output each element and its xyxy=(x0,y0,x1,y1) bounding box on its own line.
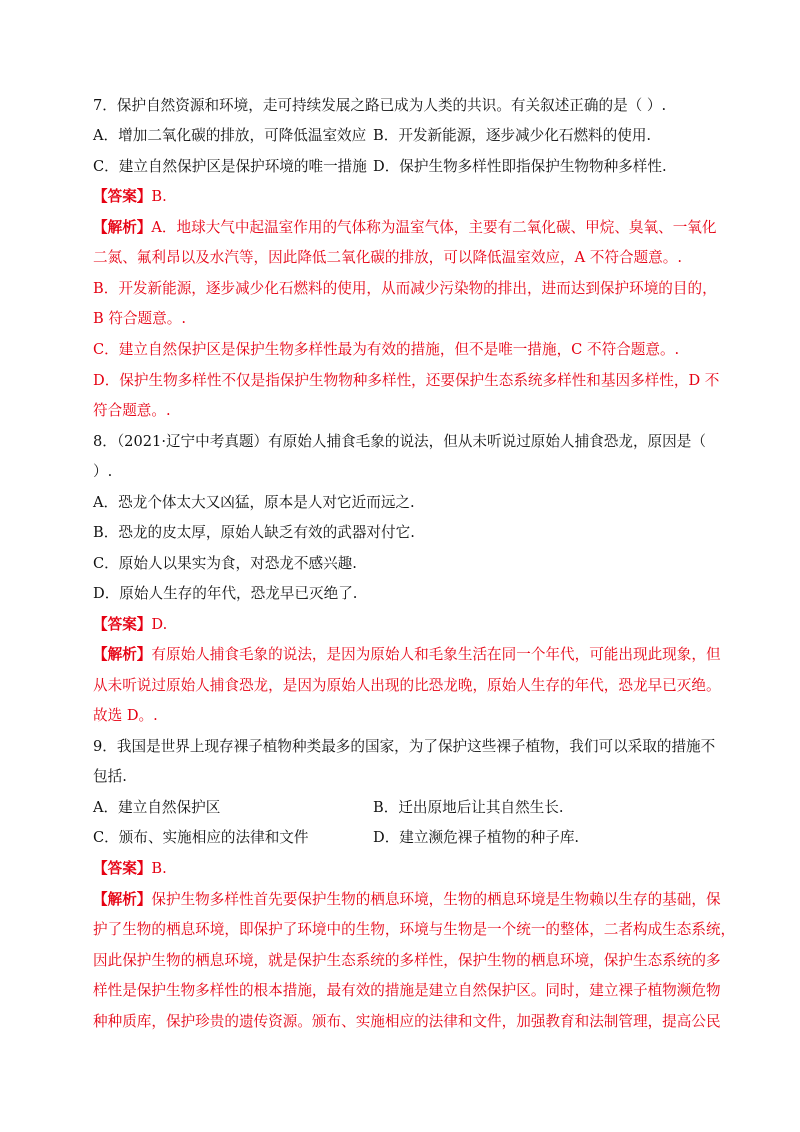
q7-options-row2 xyxy=(93,157,667,177)
q7-option-c: C．建立自然保护区是保护环境的唯一措施 xyxy=(93,158,367,175)
q7-analysis-line: B 符合题意。. xyxy=(93,310,186,327)
analysis-tag: 【解析】 xyxy=(93,891,152,908)
q8-option-b: B．恐龙的皮太厚，原始人缺乏有效的武器对付它. xyxy=(93,524,415,541)
q9-option-a: A．建立自然保护区 xyxy=(93,799,221,816)
q7-option-b: B．开发新能源，逐步减少化石燃料的使用. xyxy=(373,127,652,144)
q9-analysis-line: 【解析】保护生物多样性首先要保护生物的栖息环境，生物的栖息环境是生物赖以生存的基础，保 xyxy=(93,891,721,908)
answer-tag: 【答案】 xyxy=(93,188,152,205)
q7-answer xyxy=(93,187,167,207)
q9-analysis-line: 种种质库，保护珍贵的遗传资源。颁布、实施相应的法律和文件，加强教育和法制管理，提高公民 xyxy=(93,1013,721,1030)
q9-stem-cont: 包括. xyxy=(93,768,127,785)
answer-value: D. xyxy=(151,616,168,633)
q9-option-c: C．颁布、实施相应的法律和文件 xyxy=(93,829,309,846)
q8-answer xyxy=(93,615,167,635)
q7-analysis-line: C．建立自然保护区是保护生物多样性最为有效的措施，但不是唯一措施，C 不符合题意。. xyxy=(93,341,680,358)
answer-tag: 【答案】 xyxy=(93,616,152,633)
q9-stem: 9．我国是世界上现存裸子植物种类最多的国家，为了保护这些裸子植物，我们可以采取的措施不 xyxy=(93,738,716,755)
answer-value: B. xyxy=(151,188,167,205)
q9-analysis-line: 因此保护生物的栖息环境，就是保护生态系统的多样性，保护生物的栖息环境，保护生态系统的多 xyxy=(93,952,721,969)
answer-value: B. xyxy=(151,860,167,877)
q8-stem: 8．（2021·辽宁中考真题）有原始人捕食毛象的说法，但从未听说过原始人捕食恐龙，原因是（ xyxy=(93,433,706,450)
q7-analysis-line: B．开发新能源，逐步减少化石燃料的使用，从而减少污染物的排出，进而达到保护环境的目的， xyxy=(93,280,717,297)
analysis-tag: 【解析】 xyxy=(93,219,152,236)
q9-option-d: D．建立濒危裸子植物的种子库. xyxy=(373,829,580,846)
q7-analysis-line: 【解析】A．地球大气中起温室作用的气体称为温室气体，主要有二氧化碳、甲烷、臭氧、一氧化 xyxy=(93,219,717,236)
q9-options-row2 xyxy=(93,828,580,848)
q9-options-row1 xyxy=(93,798,564,818)
q7-option-a: A．增加二氧化碳的排放，可降低温室效应 xyxy=(93,127,367,144)
q9-answer xyxy=(93,859,167,879)
q7-options-row1 xyxy=(93,126,652,146)
q8-analysis-line: 从未听说过原始人捕食恐龙，是因为原始人出现的比恐龙晚，原始人生存的年代，恐龙早已灭绝。 xyxy=(93,677,721,694)
answer-tag: 【答案】 xyxy=(93,860,152,877)
q7-stem: 7．保护自然资源和环境，走可持续发展之路已成为人类的共识。有关叙述正确的是（ ）. xyxy=(93,97,667,114)
q8-analysis-line: 故选 D。. xyxy=(93,707,158,724)
q9-analysis-line: 样性是保护生物多样性的根本措施，最有效的措施是建立自然保护区。同时，建立裸子植物濒危物 xyxy=(93,982,721,999)
q8-option-a: A．恐龙个体太大又凶猛，原本是人对它近而远之. xyxy=(93,494,415,511)
q7-option-d: D．保护生物多样性即指保护生物物种多样性. xyxy=(373,158,667,175)
q8-analysis-line: 【解析】有原始人捕食毛象的说法，是因为原始人和毛象生活在同一个年代，可能出现此现象，但 xyxy=(93,646,721,663)
q8-option-c: C．原始人以果实为食，对恐龙不感兴趣. xyxy=(93,555,357,572)
q9-option-b: B．迁出原地后让其自然生长. xyxy=(373,799,564,816)
q8-stem-cont: ）. xyxy=(93,463,113,480)
q8-option-d: D．原始人生存的年代，恐龙早已灭绝了. xyxy=(93,585,358,602)
q7-analysis-line: D．保护生物多样性不仅是指保护生物物种多样性，还要保护生态系统多样性和基因多样性，D 不 xyxy=(93,372,720,389)
q9-analysis-line: 护了生物的栖息环境，即保护了环境中的生物，环境与生物是一个统一的整体，二者构成生态系统， xyxy=(93,921,736,938)
analysis-tag: 【解析】 xyxy=(93,646,152,663)
q7-analysis-line: 二氮、氟利昂以及水汽等，因此降低二氧化碳的排放，可以降低温室效应，A 不符合题意。. xyxy=(93,249,682,266)
q7-analysis-line: 符合题意。. xyxy=(93,402,171,419)
